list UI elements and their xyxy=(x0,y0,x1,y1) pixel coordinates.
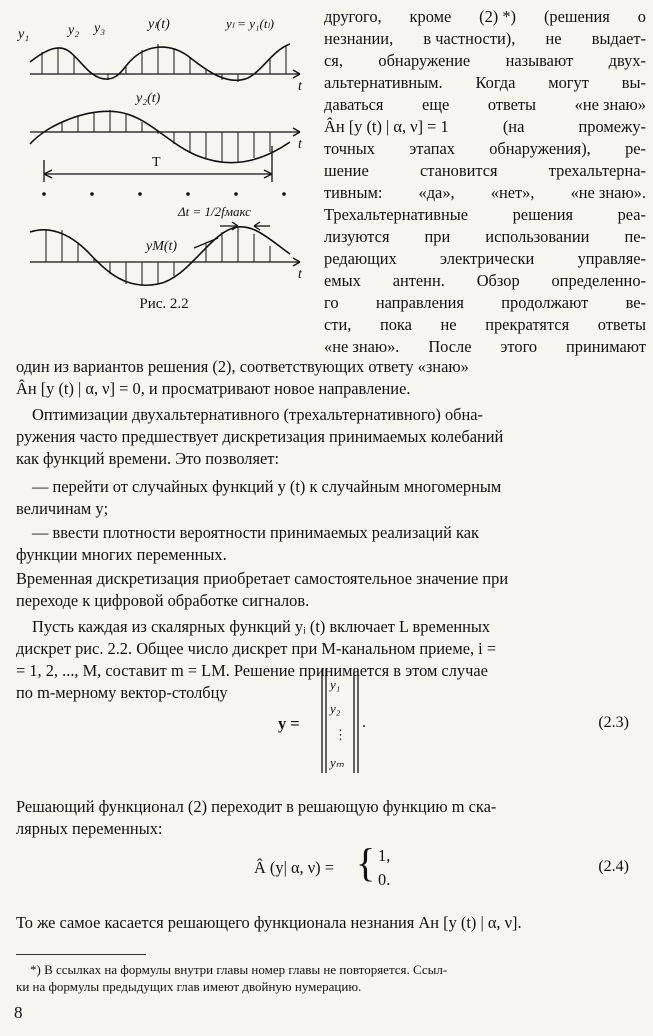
word: го xyxy=(324,293,339,312)
word: незнании, xyxy=(324,29,394,48)
word: ответы xyxy=(487,95,537,114)
word: «не знаю» xyxy=(574,95,646,114)
label-yl-eq: yₗ = y₁(tₗ) xyxy=(226,16,274,31)
word: определенно- xyxy=(551,271,646,290)
eq-2-3-vector xyxy=(320,667,380,777)
vector-entry: ⋮ xyxy=(334,727,347,742)
word: выдает- xyxy=(591,29,646,48)
word: этого xyxy=(500,337,538,356)
text-line: То же самое касается решающего функционала незнания Aн [y (t) | α, ν]. xyxy=(16,913,522,932)
word: даваться xyxy=(324,95,384,114)
word: реа- xyxy=(617,205,646,224)
text-line: Оптимизации двухальтернативного (трехальтернативного) обна- xyxy=(32,405,483,424)
text-line: переходе к цифровой обработке сигналов. xyxy=(16,591,310,610)
word: шение xyxy=(324,161,369,180)
label-y3: y₃ xyxy=(94,21,106,36)
word: лизуются xyxy=(324,227,390,246)
word: направления xyxy=(375,293,464,312)
word: редающих xyxy=(324,249,397,268)
word: принимают xyxy=(565,337,646,356)
text-line: лярных переменных: xyxy=(16,819,163,838)
word: не xyxy=(545,29,562,48)
footnote-line: ки на формулы предыдущих глав имеют двойную нумерацию. xyxy=(16,979,362,994)
brace: { xyxy=(356,840,376,885)
word: «не знаю». xyxy=(570,183,646,202)
footnote-line: *) В ссылках на формулы внутри главы номер главы не повторяется. Ссыл- xyxy=(30,962,448,977)
paragraph-4 xyxy=(16,796,640,840)
text-line xyxy=(324,204,646,226)
word: «не знаю». xyxy=(324,337,400,356)
word: «да», xyxy=(418,183,455,202)
page-number: 8 xyxy=(14,1003,23,1022)
wave-3 xyxy=(30,227,290,285)
word: становится xyxy=(419,161,498,180)
text-line: = 1, 2, ..., M, составит m = LM. Решение принимается в этом случае xyxy=(16,661,488,680)
label-t2: t xyxy=(298,137,302,152)
text-line: Âн [y (t) | α, ν] = 0, и просматривают новое направление. xyxy=(16,379,411,398)
word: (решения xyxy=(543,7,610,26)
eq-2-4-number: (2.4) xyxy=(598,858,629,875)
text-line: величинам y; xyxy=(16,499,109,518)
paragraph-1 xyxy=(16,404,640,470)
label-y2: y₂ xyxy=(68,23,80,38)
text-line: Решающий функционал (2) переходит в решающую функцию m ска- xyxy=(16,797,497,816)
text-line: — перейти от случайных функций y (t) к случайным многомерным xyxy=(32,477,502,496)
eq-2-4-case-2: 0. xyxy=(378,870,391,889)
label-T: T xyxy=(152,155,161,170)
text-line xyxy=(324,72,646,94)
word: После xyxy=(428,337,472,356)
label-y2t: y₂(t) xyxy=(136,91,161,106)
word: в частности), xyxy=(423,29,516,48)
svg-text:.: . xyxy=(362,714,366,731)
word: (на xyxy=(502,117,525,136)
vector-entry: y₂ xyxy=(330,701,341,716)
word: не xyxy=(440,315,457,334)
text-line xyxy=(324,270,646,292)
word: продолжают xyxy=(501,293,589,312)
label-yl: yₗ(t) xyxy=(148,17,170,32)
text-line: дискрет рис. 2.2. Общее число дискрет при M-канальном приеме, i = xyxy=(16,639,497,658)
word: электрически xyxy=(440,249,535,268)
paragraph-2 xyxy=(16,568,640,612)
label-yM: yM(t) xyxy=(146,239,178,254)
paragraph-continuation xyxy=(16,356,640,400)
text-line xyxy=(324,182,646,204)
wave-1 xyxy=(30,44,290,80)
label-y1: y₁ xyxy=(18,27,30,42)
word: называют xyxy=(505,51,574,70)
text-line xyxy=(324,50,646,72)
text-line xyxy=(324,248,646,270)
text-line: — ввести плотности вероятности принимаемых реализаций как xyxy=(32,523,479,542)
label-delta: Δt = 1/2fмакс xyxy=(178,204,251,219)
word: ответы xyxy=(597,315,646,334)
word: сти, xyxy=(324,315,352,334)
text-line xyxy=(324,28,646,50)
word: (2) *) xyxy=(479,7,517,26)
paragraph-5 xyxy=(16,912,640,934)
word: управляе- xyxy=(577,249,646,268)
word: вы- xyxy=(621,73,646,92)
label-t1: t xyxy=(298,79,302,94)
word: антенн. xyxy=(392,271,445,290)
figure-caption: Рис. 2.2 xyxy=(139,296,189,312)
word: Обзор xyxy=(476,271,520,290)
text-line xyxy=(324,160,646,182)
text-line: один из вариантов решения (2), соответствующих ответу «знаю» xyxy=(16,357,469,376)
vector-entry: yₘ xyxy=(330,755,344,770)
word: о xyxy=(637,7,646,26)
vector-entry: y₁ xyxy=(330,677,341,692)
text-line xyxy=(324,138,646,160)
word: точных xyxy=(324,139,375,158)
word: ре- xyxy=(625,139,646,158)
word: пока xyxy=(379,315,412,334)
eq-2-4-lhs: Â (y| α, ν) = xyxy=(254,858,334,877)
text-line xyxy=(324,336,646,358)
word: этапах xyxy=(409,139,455,158)
word: использовании xyxy=(485,227,590,246)
word: емых xyxy=(324,271,361,290)
word: кроме xyxy=(409,7,452,26)
word: при xyxy=(424,227,451,246)
word: альтернативным. xyxy=(324,73,443,92)
word: Когда xyxy=(475,73,516,92)
label-t3: t xyxy=(298,267,302,282)
word: двух- xyxy=(608,51,646,70)
word: трехальтерна- xyxy=(548,161,646,180)
word: ся, xyxy=(324,51,343,70)
waveform-diagram xyxy=(8,4,320,310)
bullet-2 xyxy=(16,522,640,566)
word: еще xyxy=(422,95,450,114)
text-line xyxy=(324,94,646,116)
text-line: функции многих переменных. xyxy=(16,545,227,564)
word: Âн [y (t) | α, ν] = 1 xyxy=(324,117,449,136)
word: решения xyxy=(512,205,574,224)
text-line: Пусть каждая из скалярных функций yᵢ (t) включает L временных xyxy=(32,617,491,636)
text-line xyxy=(324,226,646,248)
word: пе- xyxy=(624,227,646,246)
text-line: ружения часто предшествует дискретизация принимаемых колебаний xyxy=(16,427,504,446)
figure-2-2 xyxy=(8,4,320,334)
word: промежу- xyxy=(578,117,646,136)
text-line: по m-мерному вектор-столбцу xyxy=(16,683,228,702)
text-line xyxy=(324,116,646,138)
text-line xyxy=(324,314,646,336)
word: ве- xyxy=(625,293,646,312)
word: тивным: xyxy=(324,183,383,202)
footnote xyxy=(16,961,640,995)
eq-2-4-case-1: 1, xyxy=(378,846,391,865)
text-line xyxy=(324,292,646,314)
eq-2-3-number: (2.3) xyxy=(598,714,629,731)
word: «нет», xyxy=(490,183,535,202)
text-line: как функций времени. Это позволяет: xyxy=(16,449,280,468)
word: обнаружение xyxy=(378,51,471,70)
text-line: Временная дискретизация приобретает самостоятельное значение при xyxy=(16,569,509,588)
word: другого, xyxy=(324,7,382,26)
eq-2-3-lhs: y = xyxy=(278,714,300,733)
bullet-1 xyxy=(16,476,640,520)
word: Трехальтернативные xyxy=(324,205,469,224)
text-line xyxy=(324,6,646,28)
word: могут xyxy=(548,73,589,92)
right-column-text xyxy=(324,6,646,358)
word: прекратятся xyxy=(485,315,570,334)
word: обнаружения), xyxy=(489,139,591,158)
footnote-rule xyxy=(16,954,146,955)
